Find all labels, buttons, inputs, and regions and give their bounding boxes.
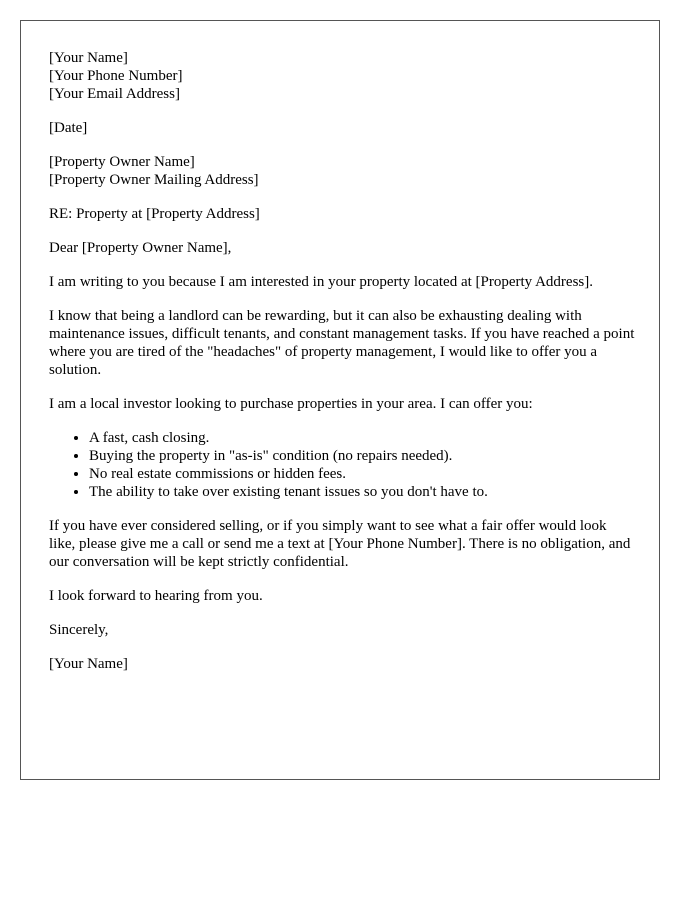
offer-list [49, 429, 635, 501]
list-item: • A fast, cash closing. [89, 429, 635, 447]
subject-line: RE: Property at [Property Address] [49, 206, 260, 222]
sender-phone: [Your Phone Number] [49, 68, 183, 84]
list-item: • The ability to take over existing tenant issues so you don't have to. [89, 483, 635, 501]
list-item: • No real estate commissions or hidden fees. [89, 465, 635, 483]
sender-email: [Your Email Address] [49, 86, 180, 102]
recipient-address: [Property Owner Mailing Address] [49, 172, 259, 188]
closing-paragraph: I look forward to hearing from you. [49, 588, 263, 604]
contact-paragraph: If you have ever considered selling, or if you simply want to see what a fair offer would look like, please give me a call or send me a text at [Your Phone Number]. There is no obligation, and our conversation will be kept strictly confidential. [49, 518, 631, 570]
signoff: Sincerely, [49, 622, 109, 638]
signature-name: [Your Name] [49, 656, 128, 672]
sender-name: [Your Name] [49, 50, 128, 66]
list-item: • Buying the property in "as-is" condition (no repairs needed). [89, 447, 635, 465]
salutation: Dear [Property Owner Name], [49, 240, 232, 256]
letter-page [20, 20, 660, 780]
recipient-block [49, 153, 635, 189]
offer-intro-paragraph: I am a local investor looking to purchase properties in your area. I can offer you: [49, 396, 533, 412]
landlord-paragraph: I know that being a landlord can be rewarding, but it can also be exhausting dealing with maintenance issues, difficult tenants, and constant management tasks. If you have reached a point where you are tired of the "headaches" of property management, I would like to offer you a solution. [49, 308, 635, 378]
sender-block [49, 49, 635, 103]
intro-paragraph: I am writing to you because I am interested in your property located at [Property Address]. [49, 274, 594, 290]
letter-body [49, 49, 635, 689]
recipient-name: [Property Owner Name] [49, 154, 195, 170]
letter-date: [Date] [49, 120, 88, 136]
